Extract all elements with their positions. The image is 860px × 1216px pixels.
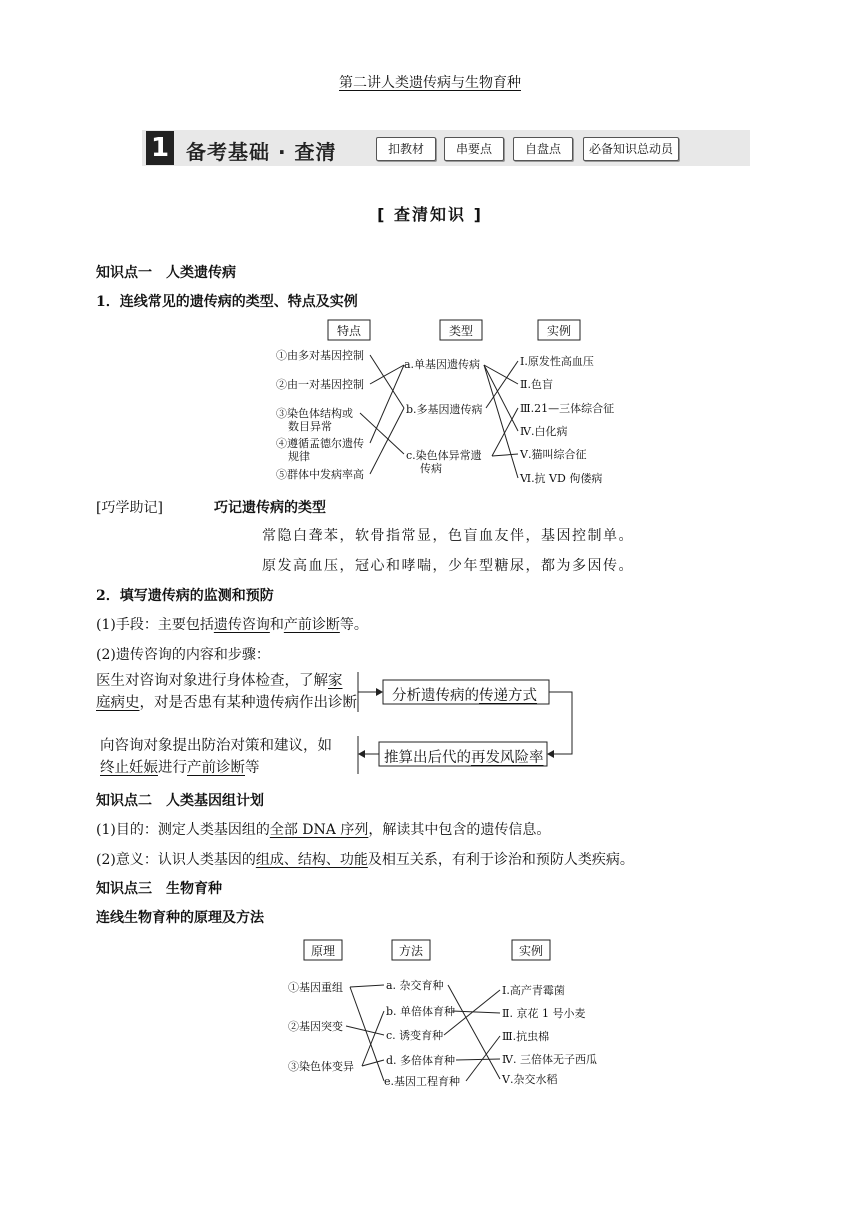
kp1-title: 知识点一 人类遗传病 [96,265,236,281]
method-e: e.基因工程育种 [384,1075,461,1088]
instance-1: Ⅰ.高产青霉菌 [502,984,565,997]
document-title: 第二讲人类遗传病与生物育种 [339,75,521,91]
blank-gene-structure: 组成、结构、功能 [255,852,368,868]
instance-2: Ⅱ. 京花 1 号小麦 [502,1007,586,1020]
blank-genetic-counseling: 遗传咨询 [213,617,270,633]
type-c1: c.染色体异常遗 [406,449,482,462]
banner-tag-textbook: 扣教材 [376,137,436,161]
feature-5: ⑤群体中发病率高 [276,468,364,481]
type-b: b.多基因遗传病 [406,403,483,416]
tip-line-2: 原发高血压，冠心和哮喘，少年型糖尿，都为多因传。 [262,558,634,574]
kp1-question1: 1．连线常见的遗传病的类型、特点及实例 [96,294,358,310]
example-3: Ⅲ.21—三体综合征 [520,402,615,415]
col-head-principle: 原理 [310,944,336,958]
example-4: Ⅳ.白化病 [520,425,568,438]
banner-title: 备考基础 · 查清 [186,140,337,164]
breeding-matching-diagram [284,936,624,1096]
principle-3: ③染色体变异 [288,1060,354,1073]
feature-3a: ③染色体结构或 [276,407,353,420]
blank-prenatal-diagnosis: 产前诊断 [283,617,340,633]
principle-1: ①基因重组 [288,981,343,994]
method-c: c. 诱变育种 [386,1029,444,1042]
type-c2: 传病 [420,462,442,475]
example-1: Ⅰ.原发性高血压 [520,355,594,368]
feature-4a: ④遵循孟德尔遗传 [276,437,364,450]
kp3-title: 知识点三 生物育种 [96,881,222,897]
banner-tag-keypoints: 串要点 [444,137,504,161]
flow-step-4: 向咨询对象提出防治对策和建议，如 终止妊娠进行产前诊断等 [100,738,332,776]
example-2: Ⅱ.色盲 [520,378,553,391]
method-a: a. 杂交育种 [386,979,444,992]
tip-label: [巧学助记] [96,500,163,516]
tip-title: 巧记遗传病的类型 [214,500,326,516]
col-head-method: 方法 [398,944,424,958]
blank-dna-sequence: 全部 DNA 序列 [269,822,369,838]
kp3-question: 连线生物育种的原理及方法 [96,910,264,926]
kp1-question2: 2．填写遗传病的监测和预防 [96,588,274,604]
principle-2: ②基因突变 [288,1020,343,1033]
col-head-feature: 特点 [336,324,362,338]
kp2-aim: (1)目的：测定人类基因组的全部 DNA 序列，解读其中包含的遗传信息。 [96,822,551,838]
banner-number: 1 [146,131,174,165]
col-head-instance: 实例 [518,944,544,958]
tip-line-1: 常隐白聋苯，软骨指常显，色盲血友伴，基因控制单。 [262,528,634,544]
section-heading: [ 查清知识 ] [377,205,483,224]
instance-3: Ⅲ.抗虫棉 [502,1030,550,1043]
instance-4: Ⅳ. 三倍体无子西瓜 [502,1053,597,1066]
method-b: b. 单倍体育种 [386,1005,456,1018]
kp2-title: 知识点二 人类基因组计划 [96,793,264,809]
flow-step-2: 分析遗传病的传递方式 [392,688,537,704]
type-a: a.单基因遗传病 [404,358,481,371]
genetic-disease-matching-diagram [270,316,620,488]
example-6: Ⅵ.抗 VD 佝偻病 [520,472,603,485]
method-d: d. 多倍体育种 [386,1054,456,1067]
example-5: Ⅴ.猫叫综合征 [520,448,587,461]
col-head-example: 实例 [546,324,572,338]
instance-5: Ⅴ.杂交水稻 [502,1073,558,1086]
feature-2: ②由一对基因控制 [276,378,364,391]
feature-4b: 规律 [288,450,310,463]
feature-1: ①由多对基因控制 [276,349,364,362]
col-head-type: 类型 [448,324,474,338]
banner-tag-knowledge: 必备知识总动员 [583,137,679,161]
flow-step-1: 医生对咨询对象进行身体检查，了解家 庭病史，对是否患有某种遗传病作出诊断 [96,673,357,711]
flow-step-3: 推算出后代的再发风险率 [384,750,544,766]
consult-title: (2)遗传咨询的内容和步骤： [96,647,270,663]
banner-tag-selfcheck: 自盘点 [513,137,573,161]
means-line: (1)手段：主要包括遗传咨询和产前诊断等。 [96,617,368,633]
feature-3b: 数目异常 [288,420,332,433]
kp2-significance: (2)意义：认识人类基因的组成、结构、功能及相互关系，有利于诊治和预防人类疾病。 [96,852,634,868]
